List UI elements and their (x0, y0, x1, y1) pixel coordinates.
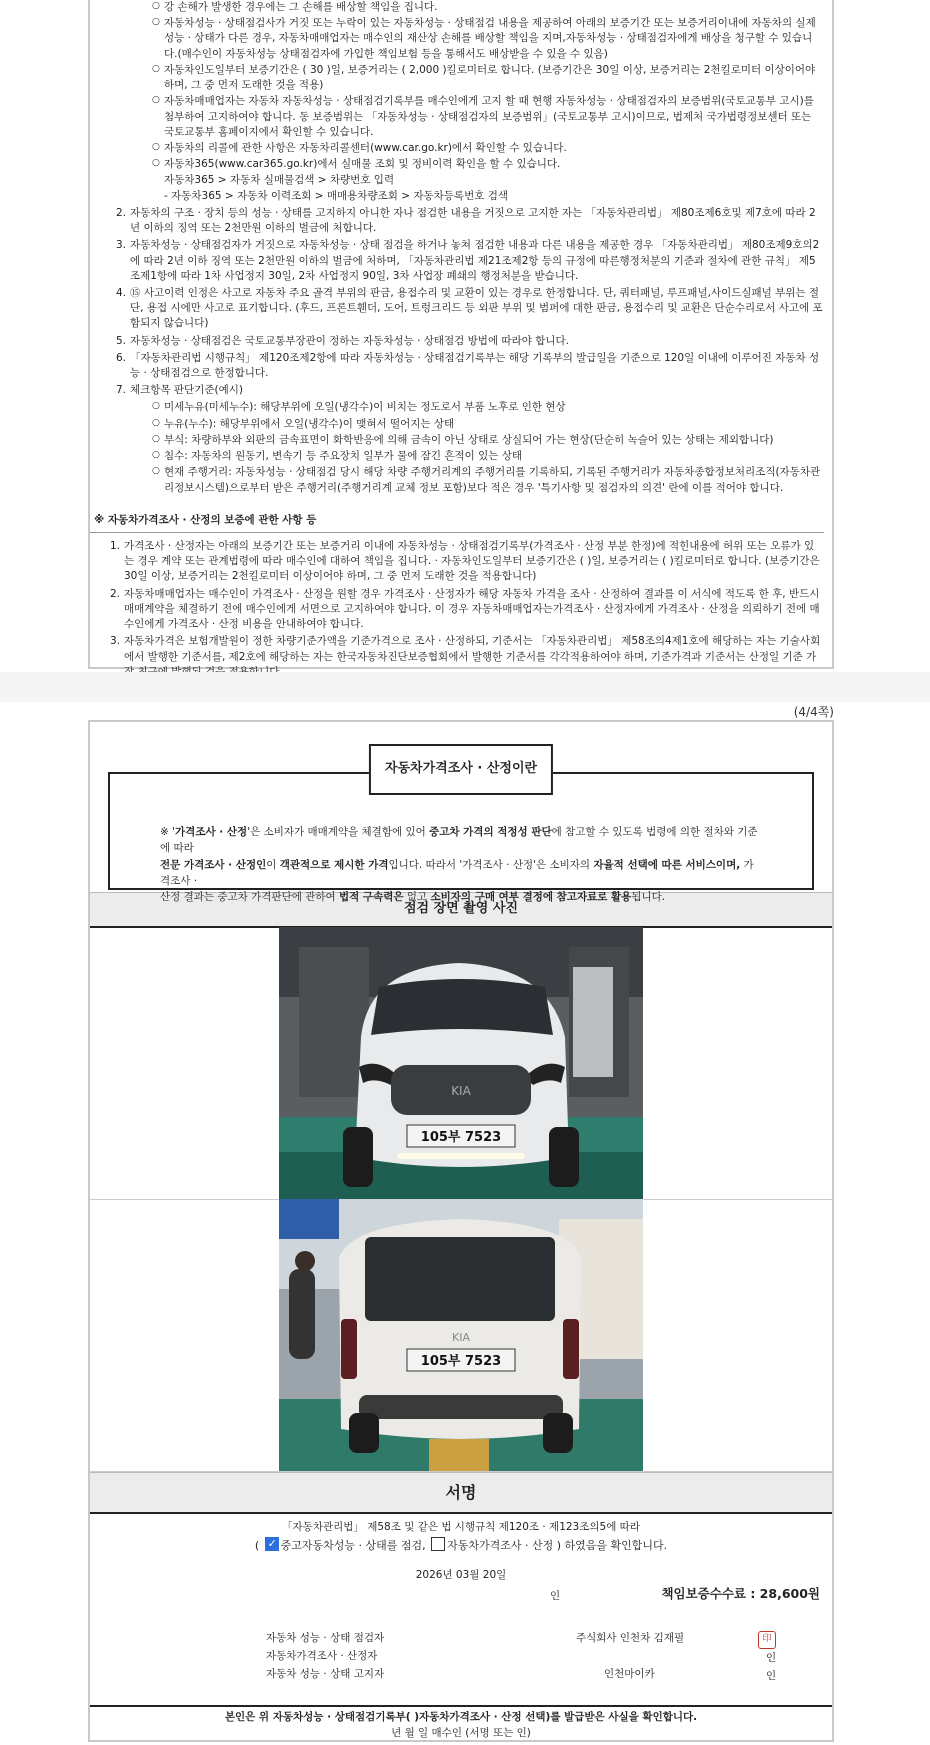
criteria-item: ○ 현재 주행거리: 자동차성능 · 상태점검 당시 해당 차량 주행거리계의 주행거리를 기록하되, 기록된 주행거리가 자동차종합정보처리조직(자동차관리정보시스템)으로부터 받은 주행거리(주행거리계 교체 정보 포함)보다 적은 경우 '특기사항 및 점검자의 의견' 란에 이를 적어야 합니다. (152, 465, 824, 495)
item-number: 4. (116, 286, 127, 299)
first-line: 강 손해가 발생한 경우에는 그 손해를 배상할 책임을 집니다. (164, 1, 438, 13)
confirm-line: 본인은 위 자동차성능 · 상태점검기록부( )자동차가격조사 · 산정 선택)를 발급받은 사실을 확인합니다. (224, 1711, 698, 1724)
photos-title: 점검 장면 촬영 사진 (90, 892, 832, 928)
license-plate-front: 105부 7523 (420, 1130, 502, 1146)
intro-box (108, 761, 814, 904)
sign-date: 2026년 03월 20일 (415, 1569, 507, 1582)
car-brand-text: KIA (451, 1084, 471, 1099)
item-text: ⑮ 사고이력 인정은 사고로 자동차 주요 골격 부위의 판금, 용접수리 및 교환이 있는 경우로 한정합니다. 단, 쿼터패널, 루프패널,사이드실패널 부위는 절단, 용접 시에만 사고로 표기합니다. (후드, 프론트휀더, 도어, 트렁크리드 등 외판 부위 및 범퍼에 대한 판금, 용접수리 및 교환은 단순수리로서 사고에 포함되지 않습니다) (130, 286, 823, 330)
license-plate-rear: 105부 7523 (420, 1354, 502, 1370)
law-line: 「자동차관리법」 제58조 및 같은 법 시행규칙 제120조 · 제123조의5에 따라 (282, 1521, 640, 1534)
page-number: (4/4쪽) (793, 705, 834, 719)
item-text: 자동차매매업자는 매수인이 가격조사 · 산정을 원할 경우 가격조사 · 산정자가 해당 자동차 가격을 조사 · 산정하여 결과를 이 서식에 적도록 한 후, 반드시 매매계약을 체결하기 전에 매수인에게 서면으로 고지하여야 합니다. 이 경우 자동차매매업자는가격조사 · 산정자에게 가격조사 · 산정을 의뢰하기 전에 매수인에게 가격조사 · 산정 비용을 안내하여야 합니다. (124, 587, 820, 631)
car-rear-brand-text: KIA (452, 1331, 470, 1345)
item-text: 자동차성능 · 상태점검은 국토교통부장관이 정하는 자동차성능 · 상태점검 방법에 따라야 합니다. (130, 334, 569, 347)
photo-row-rear (90, 1200, 832, 1472)
signer-label-pricer: 자동차가격조사 · 산정자 (266, 1650, 378, 1663)
text-line (152, 0, 824, 15)
signer-mark-notifier: 인 (766, 1670, 777, 1683)
check-line: ( ✓ 중고자동차성능 · 상태를 점검, 자동차가격조사 · 산정 ) 하였음을 확인합니다. (90, 1537, 832, 1554)
document-page-3 (88, 0, 834, 669)
signer-mark-inspector-sub: 인 (766, 1652, 777, 1665)
signer-table (90, 1631, 832, 1705)
stamp-icon: 印 (758, 1631, 776, 1649)
item-text: 체크항목 판단기준(예시) (130, 384, 243, 397)
check-performance[interactable] (265, 1537, 279, 1551)
photo-row-front (90, 928, 832, 1200)
item-text: 자동차의 구조 · 장치 등의 성능 · 상태를 고지하지 아니한 자나 점검한 내용을 거짓으로 고지한 자는 「자동차관리법」 제80조제6호및 제7호에 따라 2년 이하의 징역 또는 2천만원 이하의 벌금에 처합니다. (130, 206, 816, 235)
item-number: 3. (116, 239, 127, 252)
intro-title: 자동차가격조사 · 산정이란 (369, 744, 553, 795)
price-section-title: ※ 자동차가격조사 · 산정의 보증에 관한 사항 등 (90, 513, 824, 533)
numbered-item (116, 286, 824, 332)
item-text: 가격조사 · 산정자는 아래의 보증기간 또는 보증거리 이내에 자동차성능 · 상태점검기록부(가격조사 · 산정 부분 한정)에 적힌내용에 허위 또는 오류가 있는 경우 계약 또는 관계법령에 따라 매수인에 대하여 책임을 집니다. · 자동차인도일부터 보증기간은 ( )일, 보증거리는 ( )킬로미터로 합니다. (보증기간은 30일 이상, 보증거리는 2천킬로미터 이상이어야 하며, 그 중 먼저 도래한 것을 적용합니다) (124, 540, 820, 583)
numbered-item (116, 238, 824, 284)
confirm-sub: 년 월 일 매수인 (서명 또는 인) (391, 1726, 531, 1739)
car-rear-photo (279, 1199, 643, 1471)
check-price-label: 자동차가격조사 · 산정 ) 하였음을 확인합니다. (447, 1539, 668, 1553)
item-number: 2. (116, 206, 127, 219)
signer-label-inspector: 자동차 성능 · 상태 점검자 (266, 1632, 385, 1645)
page-gap (0, 672, 930, 702)
signer-label-notifier: 자동차 성능 · 상태 고지자 (266, 1668, 385, 1681)
signature-title: 서명 (90, 1472, 832, 1514)
item-number: 6. (116, 351, 127, 364)
sub-item: ○ 자동차의 리콜에 관한 사항은 자동차리콜센터(www.car.go.kr)에서 확인할 수 있습니다. (152, 141, 824, 156)
check-price[interactable] (431, 1537, 445, 1551)
item-number: 3. (110, 635, 121, 648)
price-item (110, 539, 824, 585)
item-text: 자동차성능 · 상태점검자가 거짓으로 자동차성능 · 상태 점검을 하거나 놓쳐 점검한 내용과 다른 내용을 제공한 경우 「자동차관리법」 제80조제9호의2에 따라 2년 이하 징역 또는 2천만원 이하의 벌금에 처하며, 「자동차관리법 제21조제2항 등의 규정에 따른행정처분의 기준과 절차에 관한 규칙」 제5조제1항에 따라 1차 사업정지 30일, 2차 사업정지 90일, 3차 사업장 폐쇄의 행정처분을 받습니다. (130, 239, 820, 282)
sub-item: ○ 자동차매매업자는 자동차 자동차성능 · 상태점검기록부를 매수인에게 고지 할 때 현행 자동차성능 · 상태점검자의 보증범위(국토교통부 고시)를 첨부하여 고지하여야 합니다. 동 보증범위는 「자동차성능 · 상태점검자의 보증범위」(국토교통부 고시)이므로, 법제처 국가법령정보센터 또는 국토교통부 홈페이지에서 확인할 수 있습니다. (152, 94, 824, 140)
item-number: 1. (110, 540, 121, 552)
numbered-item (116, 383, 824, 398)
intro-text: ※ '가격조사 · 산정'은 소비자가 매매계약을 체결함에 있어 중고차 가격의 적정성 판단에 참고할 수 있도록 법령에 의한 절차와 기준에 따라 전문 가격조사 · 산정인이 객관적으로 제시한 가격입니다. 따라서 '가격조사 · 산정'은 소비자의 자율적 선택에 따른 서비스이며, 가격조사 · 산정 결과는 중고차 가격판단에 관하여 법적 구속력은 없고 소비자의 구매 여부 결정에 참고자료로 활용됩니다. (160, 826, 758, 904)
item-text: 자동차가격은 보험개발원이 정한 차량기준가액을 기준가격으로 조사 · 산정하되, 기준서는 「자동차관리법」 제58조의4제1호에 해당하는 자는 기술사회에서 발행한 기준서를, 제2호에 해당하는 자는 한국자동차진단보증협회에서 발행한 기준서를 각각적용하여야 하며, 기준가격과 기준서는 산정일 기준 가 (124, 635, 821, 663)
criteria-item: ○ 침수: 자동차의 원동기, 변속기 등 주요장치 일부가 물에 잠긴 흔적이 있는 상태 (152, 449, 824, 464)
item-number: 5. (116, 334, 127, 347)
numbered-item (116, 351, 824, 381)
car-rear-illustration (279, 1199, 643, 1471)
check-performance-label: 중고자동차성능 · 상태를 점검, (280, 1539, 426, 1553)
numbered-item (116, 206, 824, 236)
signer-org-inspector: 주식회사 인천차 김재필 (576, 1632, 685, 1645)
signer-org-notifier: 인천마이카 (604, 1668, 655, 1681)
car-front-photo (279, 927, 643, 1199)
price-item (110, 587, 824, 633)
criteria-item: ○ 누유(누수): 해당부위에서 오일(냉각수)이 맺혀서 떨어지는 상태 (152, 417, 824, 432)
car-front-illustration (279, 927, 643, 1199)
buyer-confirm (90, 1705, 832, 1740)
document-page-4 (88, 720, 834, 1742)
item-text: 「자동차관리법 시행규칙」 제120조제2항에 따라 자동차성능 · 상태점검기록부는 해당 기록부의 발급일을 기준으로 120일 이내에 이루어진 자동차 성능 · 상태점검으로 한정합니다. (130, 351, 820, 380)
sub-item: ○ 자동차성능 · 상태점검사가 거짓 또는 누락이 있는 자동차성능 · 상태점검 내용을 제공하여 아래의 보증기간 또는 보증거리이내에 자동차의 실제 성능 · 상태가 다른 경우, 자동차매매업자는 매수인의 재산상 손해를 배상할 책임을 지며,자동차성능 · 상태점검자에게 배상을 청구할 수 있습니다.(매수인이 자동차성능 상태점검자에 가입한 책임보험 등을 통해서도 배상받을 수 있을 수 있음) (152, 16, 824, 62)
sub-item: ○ 자동차인도일부터 보증기간은 ( 30 )일, 보증거리는 ( 2,000 )킬로미터로 합니다. (보증기간은 30일 이상, 보증거리는 2천킬로미터 이상이어야 하며, 그 중 먼저 도래한 것을 적용) (152, 63, 824, 93)
item-number: 2. (110, 587, 121, 600)
criteria-item: ○ 부식: 차량하부와 외판의 금속표면이 화학반응에 의해 금속이 아닌 상태로 상실되어 가는 현상(단순히 녹슬어 있는 상태는 제외합니다) (152, 433, 824, 448)
numbered-item (116, 334, 824, 349)
criteria-item: ○ 미세누유(미세누수): 해당부위에 오일(냉각수)이 비치는 정도로서 부품 노후로 인한 현상 (152, 400, 824, 415)
fee-label: 책임보증수수료 : 28,600원 (661, 1586, 820, 1602)
sign-in-mark: 인 (550, 1590, 561, 1603)
item-number: 7. (116, 384, 127, 397)
path-line: 자동차365 > 자동차 실매물검색 > 차량번호 입력 (164, 174, 395, 187)
sub-item: ○ 자동차365(www.car365.go.kr)에서 실매물 조회 및 정비이력 확인을 할 수 있습니다. (152, 157, 824, 172)
path-line: - 자동차365 > 자동차 이력조회 > 매매용차량조회 > 자동차등록번호 검색 (164, 189, 508, 202)
